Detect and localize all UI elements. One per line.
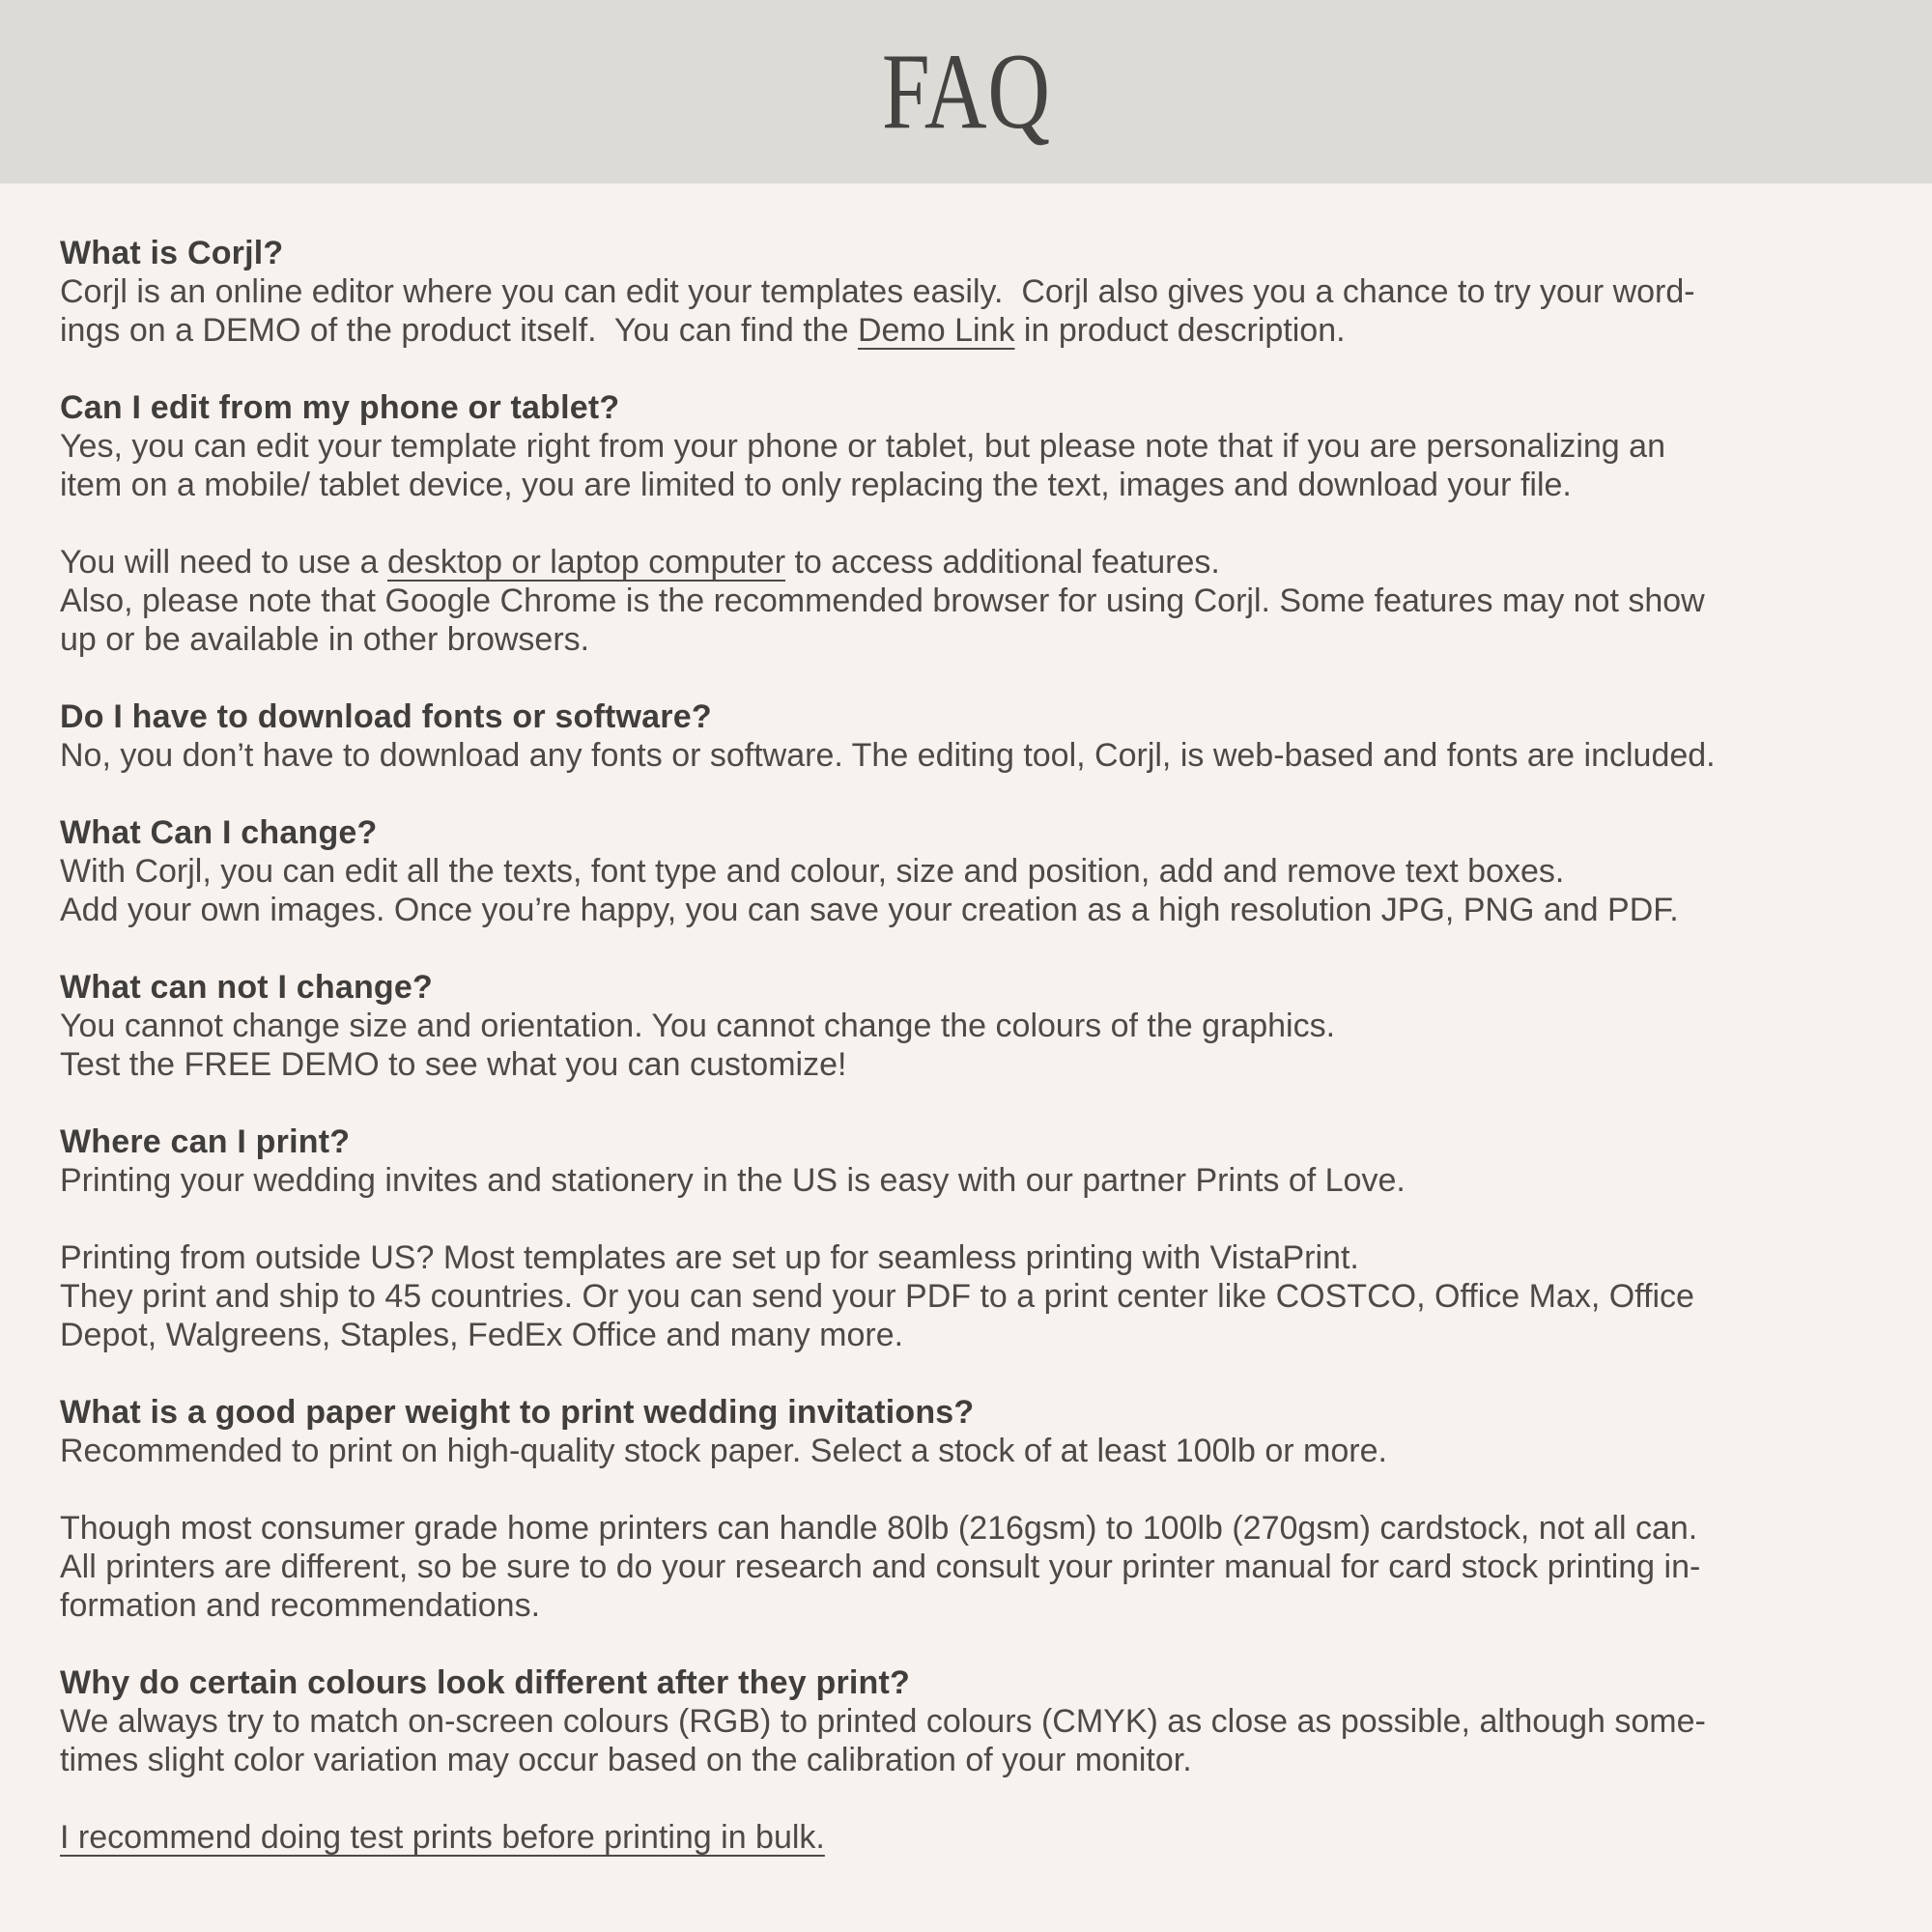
faq-question: Where can I print? — [60, 1123, 351, 1160]
faq-line — [60, 852, 1872, 891]
blank-line — [60, 504, 1872, 543]
text-segment: times slight color variation may occur based on the calibration of your monitor. — [60, 1742, 1192, 1778]
text-segment: formation and recommendations. — [60, 1587, 541, 1624]
faq-section — [60, 388, 1872, 659]
text-segment: Recommended to print on high-quality stock paper. Select a stock of at least 100lb or more. — [60, 1433, 1387, 1469]
text-segment: Corjl is an online editor where you can edit your templates easily. Corjl also gives you a chance to try your word- — [60, 273, 1695, 310]
faq-line — [60, 1007, 1872, 1045]
text-segment: up or be available in other browsers. — [60, 621, 590, 658]
faq-line — [60, 543, 1872, 582]
faq-section — [60, 1122, 1872, 1354]
page-title: FAQ — [881, 31, 1051, 152]
faq-section — [60, 234, 1872, 350]
faq-line — [60, 1509, 1872, 1548]
text-segment: You will need to use a — [60, 544, 387, 581]
faq-line — [60, 1548, 1872, 1586]
faq-line — [60, 1045, 1872, 1084]
text-segment: No, you don’t have to download any fonts or software. The editing tool, Corjl, is web-based and fonts are included. — [60, 737, 1716, 774]
faq-line — [60, 1702, 1872, 1741]
text-segment: Though most consumer grade home printers can handle 80lb (216gsm) to 100lb (270gsm) cardstock, not all can. — [60, 1510, 1698, 1547]
text-segment: Add your own images. Once you’re happy, you can save your creation as a high resolution JPG, PNG and PDF. — [60, 892, 1679, 928]
page-header — [0, 0, 1932, 184]
text-segment: Depot, Walgreens, Staples, FedEx Office and many more. — [60, 1317, 904, 1353]
text-segment: All printers are different, so be sure to do your research and consult your printer manual for card stock printing in- — [60, 1548, 1701, 1585]
underlined-text: desktop or laptop computer — [387, 544, 786, 581]
closing-note — [60, 1818, 1872, 1857]
faq-question: What can not I change? — [60, 969, 433, 1006]
blank-line — [60, 1470, 1872, 1509]
faq-line — [60, 620, 1872, 659]
faq-line — [60, 1741, 1872, 1779]
faq-section — [60, 813, 1872, 929]
faq-line — [60, 1277, 1872, 1316]
blank-line — [60, 1200, 1872, 1238]
faq-section — [60, 968, 1872, 1084]
faq-line — [60, 1432, 1872, 1470]
text-segment: Printing your wedding invites and stationery in the US is easy with our partner Prints of Love. — [60, 1162, 1406, 1199]
text-segment: They print and ship to 45 countries. Or you can send your PDF to a print center like COSTCO, Office Max, Office — [60, 1278, 1694, 1315]
faq-line — [60, 1161, 1872, 1200]
text-segment: Yes, you can edit your template right from your phone or tablet, but please note that if you are personalizing an — [60, 428, 1665, 465]
faq-line — [60, 891, 1872, 929]
faq-question: What Can I change? — [60, 814, 378, 851]
faq-line — [60, 427, 1872, 466]
text-segment: to access additional features. — [785, 544, 1220, 581]
text-segment: in product description. — [1014, 312, 1346, 349]
faq-question: Why do certain colours look different after they print? — [60, 1664, 910, 1701]
text-segment: We always try to match on-screen colours (RGB) to printed colours (CMYK) as close as possible, although some- — [60, 1703, 1706, 1740]
faq-line — [60, 1238, 1872, 1277]
faq-section — [60, 1393, 1872, 1625]
faq-line — [60, 582, 1872, 620]
faq-question: What is a good paper weight to print wedding invitations? — [60, 1394, 975, 1431]
underlined-text: I recommend doing test prints before printing in bulk. — [60, 1819, 825, 1856]
faq-line — [60, 311, 1872, 350]
text-segment: With Corjl, you can edit all the texts, font type and colour, size and position, add and remove text boxes. — [60, 853, 1565, 890]
faq-content — [0, 184, 1932, 1857]
text-segment: ings on a DEMO of the product itself. You can find the — [60, 312, 858, 349]
text-segment: You cannot change size and orientation. You cannot change the colours of the graphics. — [60, 1008, 1336, 1044]
faq-line — [60, 466, 1872, 504]
faq-question: What is Corjl? — [60, 235, 284, 271]
text-segment: Test the FREE DEMO to see what you can customize! — [60, 1046, 847, 1083]
faq-line — [60, 272, 1872, 311]
faq-line — [60, 1586, 1872, 1625]
text-segment: Also, please note that Google Chrome is the recommended browser for using Corjl. Some features may not show — [60, 582, 1705, 619]
faq-question: Do I have to download fonts or software? — [60, 698, 712, 735]
text-segment: item on a mobile/ tablet device, you are limited to only replacing the text, images and download your file. — [60, 467, 1572, 503]
demo-link[interactable]: Demo Link — [857, 312, 1015, 349]
faq-line — [60, 736, 1872, 775]
faq-question: Can I edit from my phone or tablet? — [60, 389, 620, 426]
text-segment: Printing from outside US? Most templates are set up for seamless printing with VistaPrint. — [60, 1239, 1359, 1276]
faq-line — [60, 1316, 1872, 1354]
faq-section — [60, 1663, 1872, 1779]
faq-section — [60, 697, 1872, 775]
